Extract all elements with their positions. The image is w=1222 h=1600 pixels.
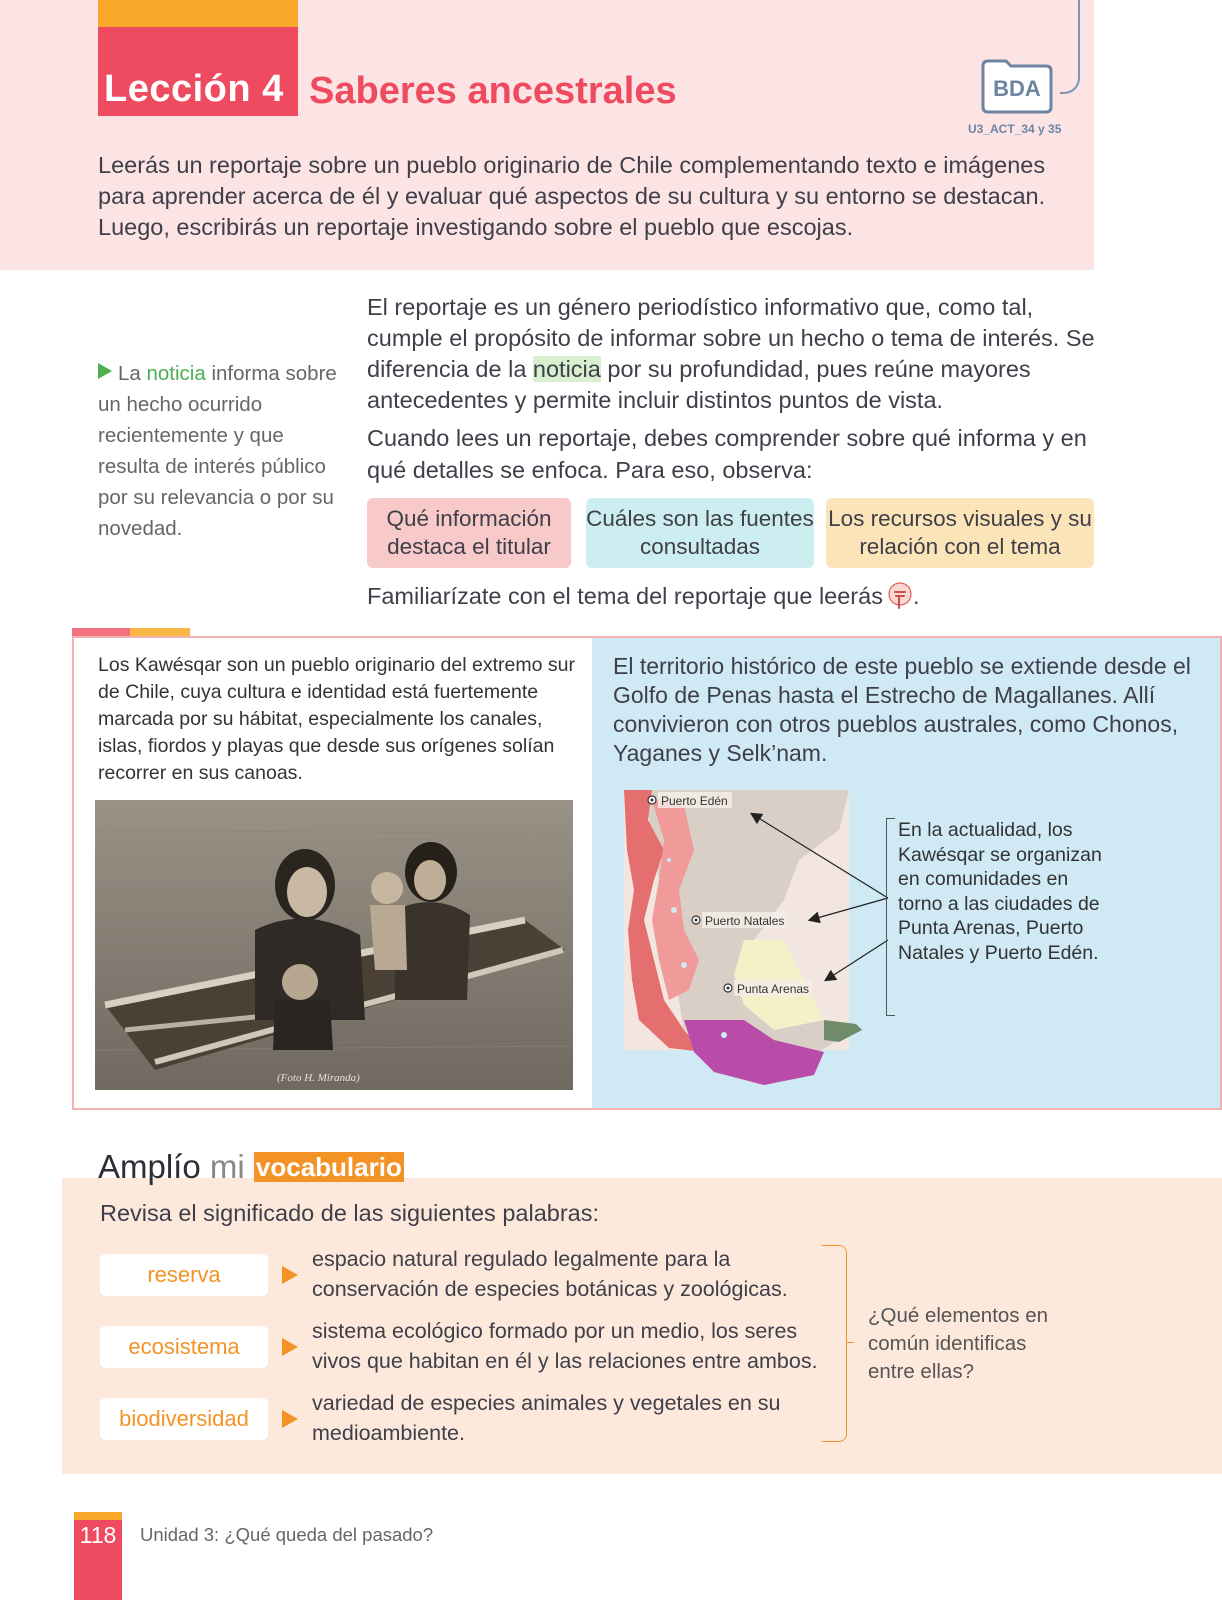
word-label: ecosistema [128, 1334, 240, 1359]
chip-titular-label: Qué información destaca el titular [386, 506, 552, 559]
side-note-prefix: La [118, 362, 147, 385]
reportaje-definition [367, 292, 1107, 416]
word-ecosistema [100, 1326, 268, 1368]
vocab-title [98, 1148, 404, 1186]
lesson-title: Saberes ancestrales [309, 70, 677, 112]
definitions-bracket-tip [846, 1342, 854, 1343]
map-label-puerto-natales: Puerto Natales [705, 914, 785, 928]
familiarize-line [367, 582, 920, 612]
definition-biodiversidad: variedad de especies animales y vegetales en su medioambiente. [312, 1391, 781, 1445]
triangle-right-icon [282, 1266, 298, 1284]
actualidad-text: En la actualidad, los Kawésqar se organizan en comunidades en torno a las ciudades de Punta Arenas, Puerto Natales y Puerto Edén. [898, 819, 1102, 964]
para1-text-a: El reportaje es un género periodístico informativo que, como tal, cumple el propósito de informar sobre un hecho o tema de interés. Se diferencia de la [367, 294, 1095, 382]
para1-text-b: por su profundidad, pues reúne mayores antecedentes y permite incluir distintos puntos de vista. [367, 356, 1031, 413]
pointing-hand-icon [887, 582, 913, 612]
word-reserva [100, 1254, 268, 1296]
bda-folder-icon[interactable] [980, 58, 1054, 114]
side-note-keyword: noticia [146, 362, 206, 385]
arrow-right-icon [98, 363, 112, 379]
triangle-right-icon [282, 1338, 298, 1356]
word-biodiversidad [100, 1398, 268, 1440]
bda-label: BDA [993, 76, 1041, 101]
map-label-puerto-eden: Puerto Edén [661, 794, 728, 808]
vocab-title-a: Amplío [98, 1148, 201, 1185]
chip-fuentes-label: Cuáles son las fuentes consultadas [586, 506, 814, 559]
observation-instructions: Cuando lees un reportaje, debes comprender sobre qué informa y en qué detalles se enfoca. Para eso, observa: [367, 425, 1087, 483]
chip-recursos-label: Los recursos visuales y su relación con el tema [828, 506, 1092, 559]
side-note [98, 358, 338, 544]
section-accent-pink [72, 628, 130, 636]
chip-recursos [826, 498, 1094, 568]
unit-title: Unidad 3: ¿Qué queda del pasado? [140, 1524, 434, 1545]
actualidad-bracket [886, 818, 895, 1016]
definition-ecosistema: sistema ecológico formado por un medio, los seres vivos que habitan en él y las relaciones entre ambos. [312, 1319, 818, 1373]
vocab-intro: Revisa el significado de las siguientes palabras: [100, 1200, 600, 1226]
lesson-accent-strip [98, 0, 298, 27]
bda-code: U3_ACT_34 y 35 [968, 122, 1062, 136]
vocab-title-mi: mi [209, 1148, 245, 1185]
footer-accent [74, 1512, 122, 1520]
section-accent-orange [130, 628, 190, 636]
bda-connector-line [1060, 0, 1080, 94]
photo-caption: (Foto H. Miranda) [277, 1072, 360, 1084]
side-note-text: informa sobre un hecho ocurrido recientemente y que resulta de interés público por su relevancia o por su novedad. [98, 362, 337, 540]
territory-text: El territorio histórico de este pueblo se extiende desde el Golfo de Penas hasta el Estrecho de Magallanes. Allí convivieron con otros pueblos australes, como Chonos, Yaganes y Selk’nam. [613, 653, 1191, 766]
kawesqar-intro: Los Kawésqar son un pueblo originario del extremo sur de Chile, cuya cultura e identidad está fuertemente marcada por su hábitat, especialmente los canales, islas, fiordos y playas que desde sus orígenes solían recorrer en sus canoas. [98, 654, 575, 784]
word-label: reserva [147, 1262, 221, 1287]
familiarize-period: . [912, 583, 920, 609]
chip-titular [367, 498, 571, 568]
triangle-right-icon [282, 1410, 298, 1428]
definitions-bracket [822, 1245, 847, 1442]
lesson-intro: Leerás un reportaje sobre un pueblo originario de Chile complementando texto e imágenes para aprender acerca de él y evaluar qué aspectos de su cultura y su entorno se destacan. Luego, escribirás un reportaje investigando sobre el pueblo que escojas. [98, 152, 1046, 240]
lesson-label: Lección 4 [104, 68, 284, 110]
vocab-tag: vocabulario [255, 1152, 402, 1182]
chip-fuentes [586, 498, 814, 568]
vocab-question: ¿Qué elementos en común identificas entre ellas? [868, 1304, 1049, 1383]
map-pointer-arrows [620, 780, 920, 1100]
map-label-punta-arenas: Punta Arenas [737, 982, 810, 996]
para1-keyword: noticia [532, 356, 601, 382]
familiarize-text: Familiarízate con el tema del reportaje que leerás [367, 583, 883, 609]
definition-reserva: espacio natural regulado legalmente para la conservación de especies botánicas y zoológicas. [312, 1247, 788, 1301]
word-label: biodiversidad [119, 1406, 249, 1431]
page-number: 118 [79, 1522, 117, 1548]
kawesqar-canoe-photo [95, 800, 573, 1090]
